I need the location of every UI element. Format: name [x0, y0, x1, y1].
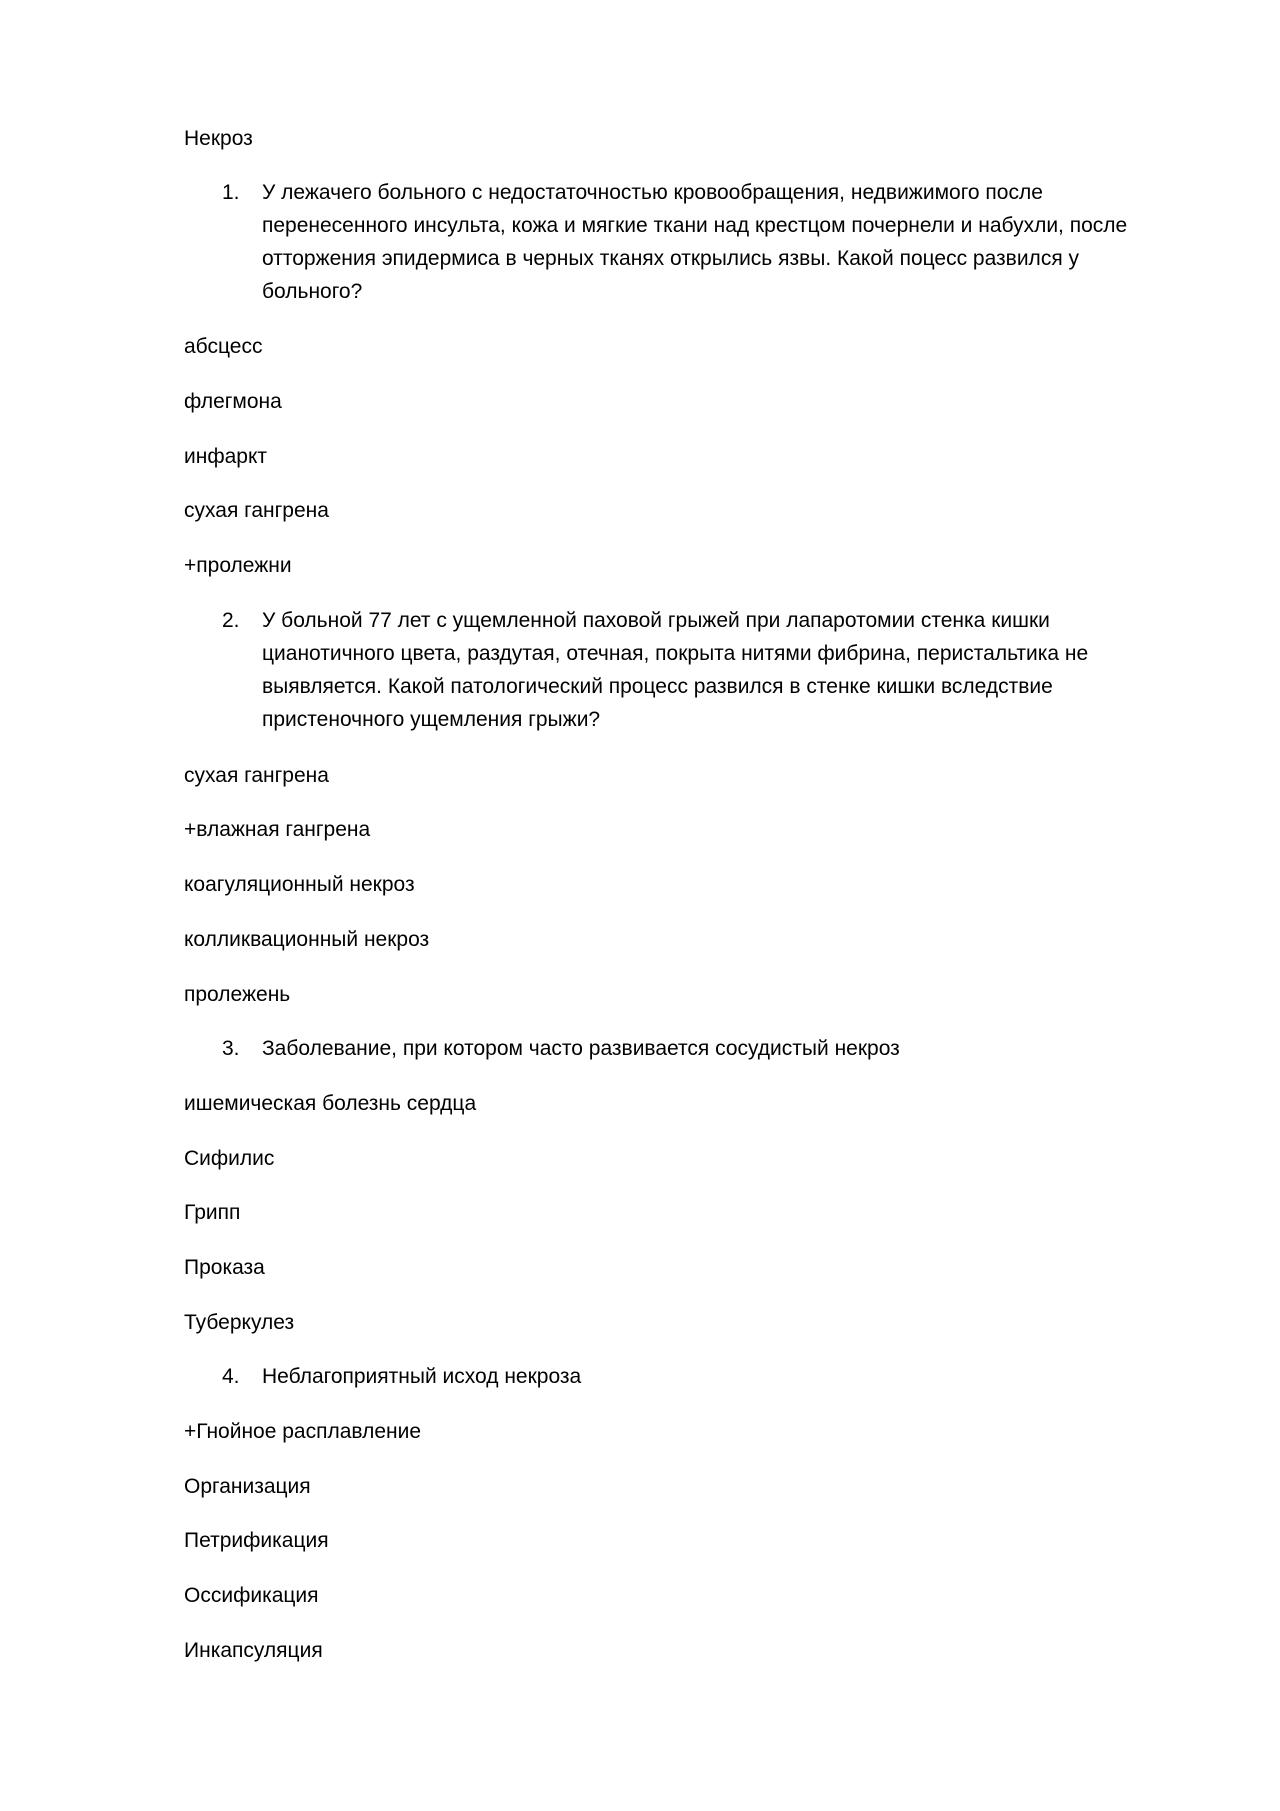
answer-option: Оссификация: [184, 1584, 319, 1607]
answer-option: ишемическая болезнь сердца: [184, 1092, 477, 1115]
question-number: 2.: [222, 609, 240, 632]
answer-option: флегмона: [184, 390, 282, 413]
question-number: 3.: [222, 1037, 240, 1060]
answer-option-correct: +Гнойное расплавление: [184, 1420, 422, 1443]
question-text: У больной 77 лет с ущемленной паховой грыжей при лапаротомии стенка кишки цианотичного цвета, раздутая, отечная, покрыта нитями фибрина, перистальтика не выявляется. Какой патологический процесс развился в стенке кишки вследствие пристеночного ущемления грыжи?: [262, 609, 1089, 731]
answer-option: Проказа: [184, 1256, 265, 1279]
question-text: Заболевание, при котором часто развивается сосудистый некроз: [262, 1037, 900, 1060]
question-number: 4.: [222, 1365, 240, 1388]
answer-option: Сифилис: [184, 1147, 275, 1170]
answer-option: Грипп: [184, 1201, 241, 1224]
answer-option: сухая гангрена: [184, 499, 329, 522]
answer-option: сухая гангрена: [184, 764, 329, 787]
document-title: Некроз: [184, 127, 253, 150]
question-text: Неблагоприятный исход некроза: [262, 1365, 582, 1388]
answer-option: абсцесс: [184, 335, 263, 358]
answer-option: Туберкулез: [184, 1311, 295, 1334]
answer-option: Петрификация: [184, 1529, 329, 1552]
answer-option: Инкапсуляция: [184, 1639, 323, 1662]
answer-option: коагуляционный некроз: [184, 873, 415, 896]
answer-option: Организация: [184, 1475, 311, 1498]
answer-option-correct: +пролежни: [184, 554, 292, 577]
answer-option: пролежень: [184, 983, 291, 1006]
question-number: 1.: [222, 181, 240, 204]
answer-option: колликвационный некроз: [184, 928, 430, 951]
answer-option-correct: +влажная гангрена: [184, 818, 371, 841]
question-text: У лежачего больного с недостаточностью кровообращения, недвижимого после перенесенного инсульта, кожа и мягкие ткани над крестцом почернели и набухли, после отторжения эпидермиса в черных тканях открылись язвы. Какой поцесс развился у больного?: [262, 181, 1128, 303]
answer-option: инфаркт: [184, 445, 268, 468]
